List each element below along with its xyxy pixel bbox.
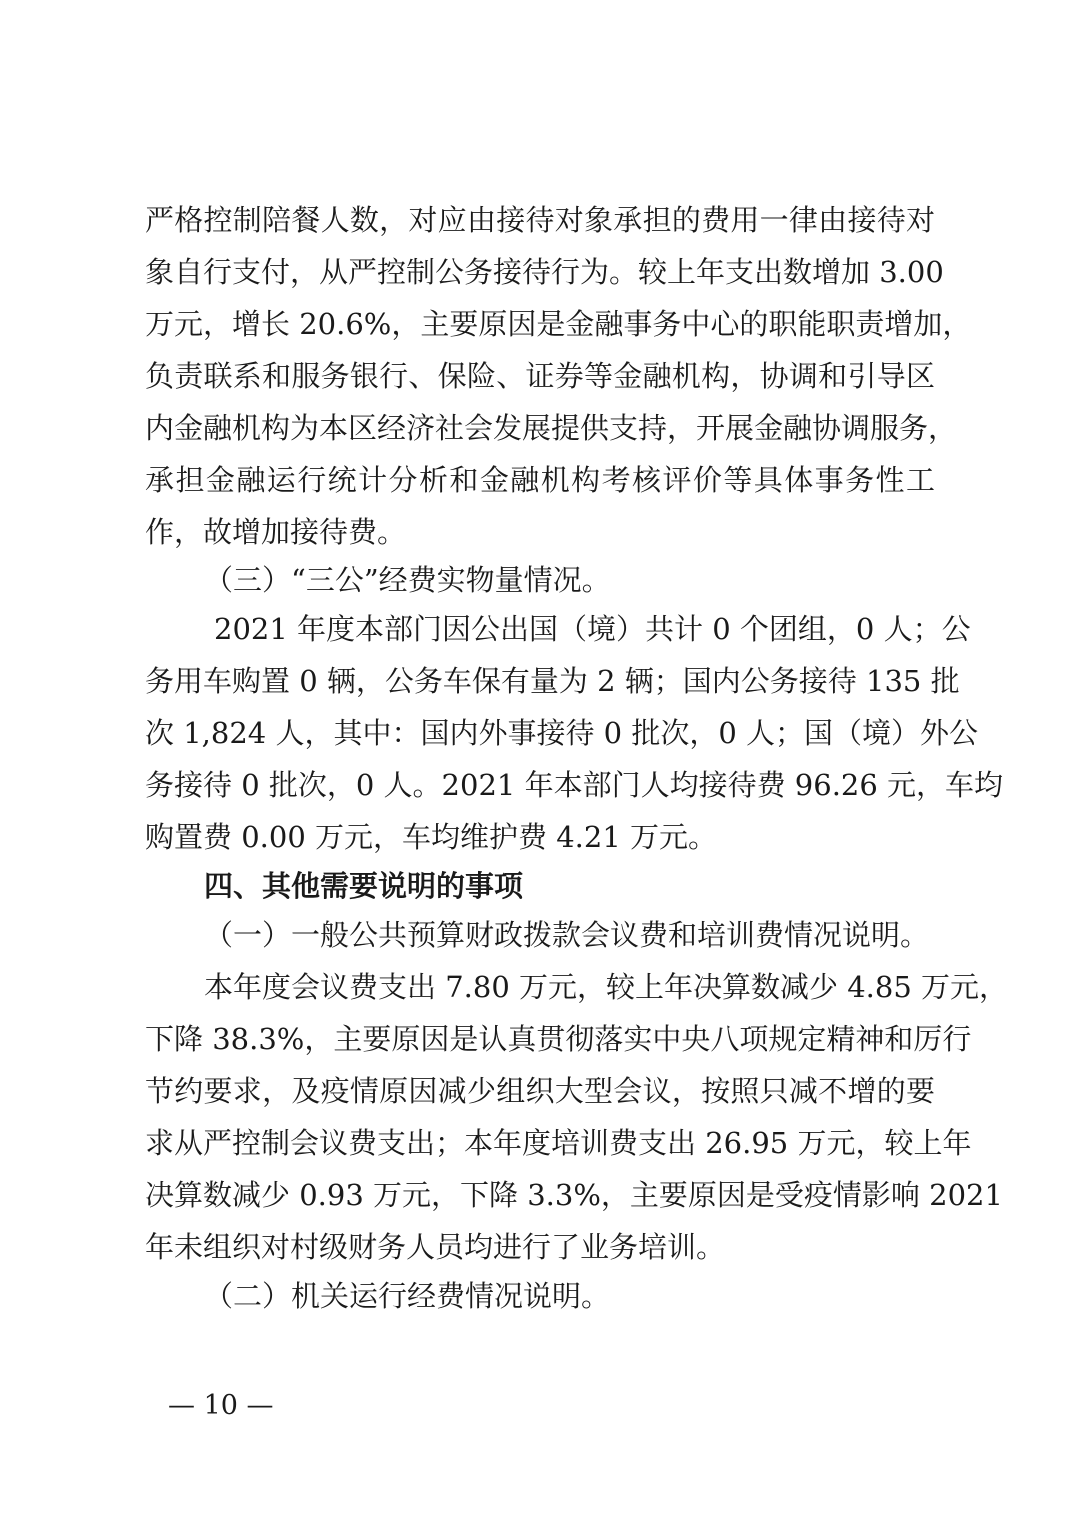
section-heading: 四、其他需要说明的事项 — [204, 869, 524, 903]
paragraph-line: 务接待 0 批次，0 人。2021 年本部门人均接待费 96.26 元，车均 — [145, 768, 1004, 802]
paragraph-line: 象自行支付，从严控制公务接待行为。较上年支出数增加 3.00 — [145, 255, 944, 289]
page-number: — 10 — — [168, 1390, 274, 1421]
paragraph-line: 本年度会议费支出 7.80 万元，较上年决算数减少 4.85 万元， — [204, 970, 1009, 1004]
subsection-heading: （二）机关运行经费情况说明。 — [204, 1279, 611, 1313]
paragraph-line: 内金融机构为本区经济社会发展提供支持，开展金融协调服务， — [145, 411, 958, 445]
paragraph-line: 万元，增长 20.6%，主要原因是金融事务中心的职能职责增加， — [145, 307, 972, 341]
paragraph-line: 下降 38.3%，主要原因是认真贯彻落实中央八项规定精神和厉行 — [145, 1022, 972, 1056]
subsection-heading: （一）一般公共预算财政拨款会议费和培训费情况说明。 — [204, 918, 930, 952]
paragraph-line: 节约要求，及疫情原因减少组织大型会议，按照只减不增的要 — [145, 1074, 935, 1108]
paragraph-line: 决算数减少 0.93 万元，下降 3.3%，主要原因是受疫情影响 2021 — [145, 1178, 1003, 1212]
subsection-heading: （三）“三公”经费实物量情况。 — [204, 563, 611, 597]
paragraph-line: 次 1,824 人，其中：国内外事接待 0 批次，0 人；国（境）外公 — [145, 716, 979, 750]
paragraph-line: 承担金融运行统计分析和金融机构考核评价等具体事务性工 — [145, 463, 935, 497]
paragraph-line: 作，故增加接待费。 — [145, 515, 407, 549]
paragraph-line: 务用车购置 0 辆，公务车保有量为 2 辆；国内公务接待 135 批 — [145, 664, 960, 698]
paragraph-line: 2021 年度本部门因公出国（境）共计 0 个团组，0 人；公 — [214, 612, 971, 646]
paragraph-line: 年未组织对村级财务人员均进行了业务培训。 — [145, 1230, 726, 1264]
paragraph-line: 购置费 0.00 万元，车均维护费 4.21 万元。 — [145, 820, 718, 854]
paragraph-line: 严格控制陪餐人数，对应由接待对象承担的费用一律由接待对 — [145, 203, 935, 237]
paragraph-line: 求从严控制会议费支出；本年度培训费支出 26.95 万元，较上年 — [145, 1126, 972, 1160]
paragraph-line: 负责联系和服务银行、保险、证券等金融机构，协调和引导区 — [145, 359, 935, 393]
